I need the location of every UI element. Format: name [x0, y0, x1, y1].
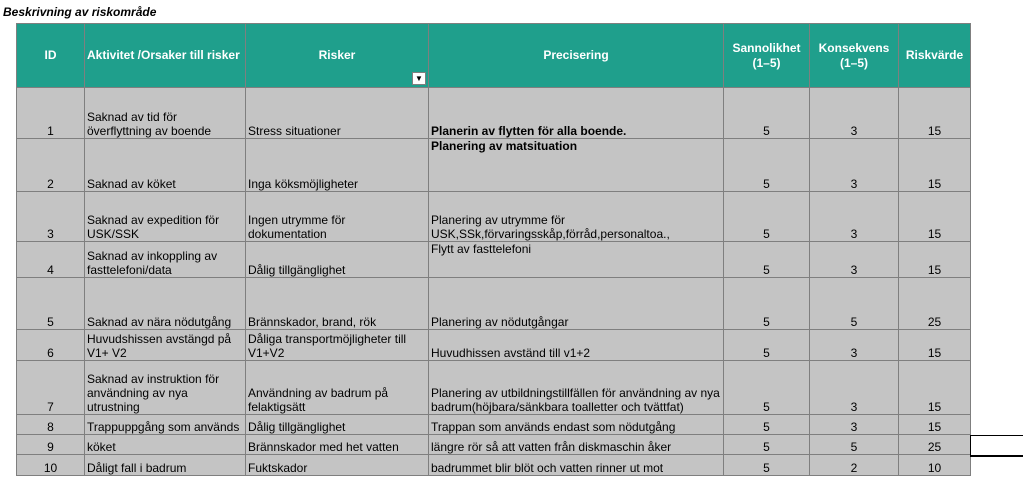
cell-konsekvens[interactable]: 3	[810, 192, 899, 242]
table-row	[17, 455, 971, 476]
cell-sannolikhet[interactable]: 5	[724, 455, 810, 476]
cell-riskvarde[interactable]: 25	[899, 278, 971, 330]
table-row	[17, 88, 971, 139]
cell-id[interactable]: 8	[17, 415, 85, 435]
cell-precisering[interactable]: Planering av nödutgångar	[429, 278, 724, 330]
cell-riskvarde[interactable]: 15	[899, 192, 971, 242]
cell-riskvarde[interactable]: 15	[899, 361, 971, 415]
table-row	[17, 278, 971, 330]
cell-sannolikhet[interactable]: 5	[724, 278, 810, 330]
cell-id[interactable]: 5	[17, 278, 85, 330]
header-row	[17, 24, 971, 88]
cell-id[interactable]: 4	[17, 242, 85, 278]
cell-konsekvens[interactable]: 3	[810, 330, 899, 361]
cell-aktivitet[interactable]: Saknad av instruktion för användning av nya utrustning	[85, 361, 246, 415]
cell-id[interactable]: 9	[17, 435, 85, 455]
cell-id[interactable]: 3	[17, 192, 85, 242]
cell-aktivitet[interactable]: Saknad av expedition för USK/SSK	[85, 192, 246, 242]
cell-sannolikhet[interactable]: 5	[724, 139, 810, 192]
cell-precisering[interactable]: badrummet blir blöt och vatten rinner ut mot	[429, 455, 724, 476]
cell-sannolikhet[interactable]: 5	[724, 192, 810, 242]
cell-precisering[interactable]: Trappan som används endast som nödutgång	[429, 415, 724, 435]
cell-risker[interactable]: Dålig tillgänglighet	[246, 415, 429, 435]
cell-konsekvens[interactable]: 5	[810, 278, 899, 330]
cell-sannolikhet[interactable]: 5	[724, 88, 810, 139]
cell-riskvarde[interactable]: 15	[899, 139, 971, 192]
cell-precisering[interactable]: längre rör så att vatten från diskmaschin åker	[429, 435, 724, 455]
cell-precisering[interactable]: Planering av utrymme för USK,SSk,förvaringsskåp,förråd,personaltoa.,	[429, 192, 724, 242]
cell-precisering[interactable]: Planering av utbildningstillfällen för användning av nya badrum(höjbara/sänkbara toalletter och tvättfat)	[429, 361, 724, 415]
table-row	[17, 415, 971, 435]
cell-riskvarde[interactable]: 15	[899, 242, 971, 278]
cell-id[interactable]: 10	[17, 455, 85, 476]
cell-precisering[interactable]: Planerin av flytten för alla boende.	[429, 88, 724, 139]
cell-id[interactable]: 6	[17, 330, 85, 361]
cell-konsekvens[interactable]: 3	[810, 415, 899, 435]
dropdown-arrow-icon[interactable]: ▼	[412, 72, 426, 85]
cell-konsekvens[interactable]: 3	[810, 139, 899, 192]
table-row	[17, 435, 971, 455]
table-row	[17, 361, 971, 415]
cell-risker[interactable]: Användning av badrum på felaktigsätt	[246, 361, 429, 415]
cell-risker[interactable]: Dåliga transportmöjligheter till V1+V2	[246, 330, 429, 361]
cell-sannolikhet[interactable]: 5	[724, 435, 810, 455]
cell-id[interactable]: 1	[17, 88, 85, 139]
cell-riskvarde[interactable]: 25	[899, 435, 971, 455]
header-konsekvens[interactable]	[810, 24, 899, 88]
table-row	[17, 139, 971, 192]
cell-riskvarde[interactable]: 15	[899, 88, 971, 139]
cell-aktivitet[interactable]: Saknad av inkoppling av fasttelefoni/data	[85, 242, 246, 278]
cell-risker[interactable]: Brännskador med het vatten	[246, 435, 429, 455]
header-risker-label: Risker	[318, 48, 356, 62]
header-aktivitet[interactable]: Aktivitet /Orsaker till risker	[85, 24, 246, 88]
table-row	[17, 192, 971, 242]
header-id[interactable]: ID	[17, 24, 85, 88]
cell-aktivitet[interactable]: Dåligt fall i badrum	[85, 455, 246, 476]
cell-risker[interactable]: Ingen utrymme för dokumentation	[246, 192, 429, 242]
header-riskvarde[interactable]: Riskvärde	[899, 24, 971, 88]
risk-table	[16, 23, 971, 476]
cell-sannolikhet[interactable]: 5	[724, 415, 810, 435]
cell-sannolikhet[interactable]: 5	[724, 361, 810, 415]
cell-konsekvens[interactable]: 2	[810, 455, 899, 476]
cell-risker[interactable]: Stress situationer	[246, 88, 429, 139]
table-row	[17, 242, 971, 278]
cell-riskvarde[interactable]: 10	[899, 455, 971, 476]
cell-riskvarde[interactable]: 15	[899, 415, 971, 435]
cell-konsekvens[interactable]: 3	[810, 88, 899, 139]
cell-konsekvens[interactable]: 3	[810, 242, 899, 278]
header-sannolikhet-label: Sannolikhet (1–5)	[732, 40, 801, 70]
cell-aktivitet[interactable]: köket	[85, 435, 246, 455]
header-konsekvens-label: Konsekvens (1–5)	[818, 40, 890, 70]
cell-aktivitet[interactable]: Trappuppgång som används	[85, 415, 246, 435]
cell-precisering[interactable]: Huvudhissen avständ till v1+2	[429, 330, 724, 361]
cell-precisering[interactable]: Flytt av fasttelefoni	[429, 242, 724, 278]
cell-risker[interactable]: Fuktskador	[246, 455, 429, 476]
cell-aktivitet[interactable]: Saknad av nära nödutgång	[85, 278, 246, 330]
header-precisering[interactable]: Precisering	[429, 24, 724, 88]
cell-risker[interactable]: Inga köksmöjligheter	[246, 139, 429, 192]
cell-aktivitet[interactable]: Huvudshissen avstängd på V1+ V2	[85, 330, 246, 361]
sheet-title: Beskrivning av riskområde	[3, 5, 157, 19]
cell-risker[interactable]: Brännskador, brand, rök	[246, 278, 429, 330]
cell-aktivitet[interactable]: Saknad av tid för överflyttning av boende	[85, 88, 246, 139]
cell-sannolikhet[interactable]: 5	[724, 242, 810, 278]
cell-precisering[interactable]: Planering av matsituation	[429, 139, 724, 192]
cell-sannolikhet[interactable]: 5	[724, 330, 810, 361]
cell-riskvarde[interactable]: 15	[899, 330, 971, 361]
cell-konsekvens[interactable]: 5	[810, 435, 899, 455]
table-row	[17, 330, 971, 361]
cell-aktivitet[interactable]: Saknad av köket	[85, 139, 246, 192]
cell-konsekvens[interactable]: 3	[810, 361, 899, 415]
header-risker[interactable]	[246, 24, 429, 88]
cell-risker[interactable]: Dålig tillgänglighet	[246, 242, 429, 278]
header-sannolikhet[interactable]	[724, 24, 810, 88]
cell-id[interactable]: 2	[17, 139, 85, 192]
selected-cell-outline[interactable]	[970, 435, 1023, 457]
cell-id[interactable]: 7	[17, 361, 85, 415]
